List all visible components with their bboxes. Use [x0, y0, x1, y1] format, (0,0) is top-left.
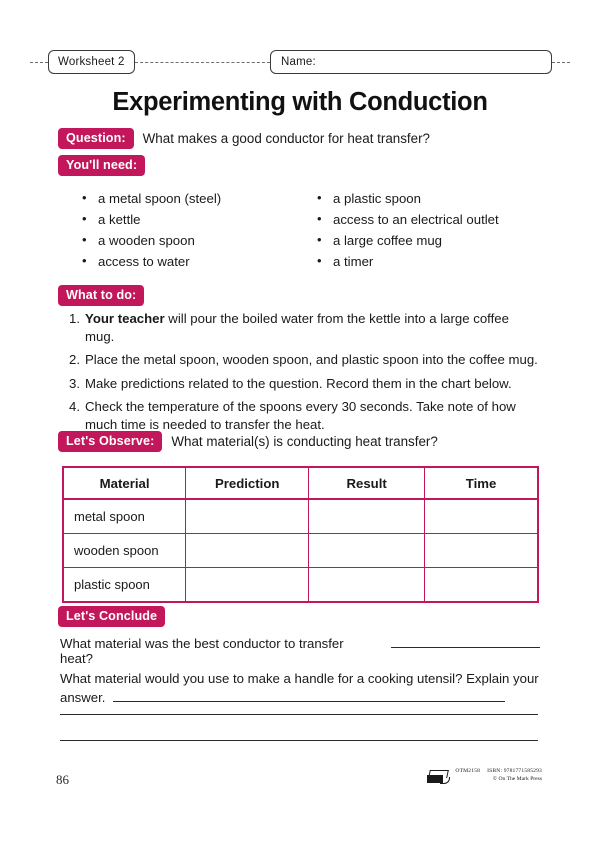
cell-time[interactable] — [425, 568, 538, 603]
product-code: OTM2158 — [455, 768, 481, 774]
list-item: • a large coffee mug — [313, 230, 548, 251]
step-text: Check the temperature of the spoons every 30 seconds. Take note of how much time is needed to transfer the heat. — [85, 399, 516, 432]
table-row — [63, 499, 538, 534]
conclude-question-2-text: What material would you use to make a handle for a cooking utensil? Explain your answer. — [60, 671, 539, 705]
observation-table — [62, 466, 539, 603]
worksheet-label: Worksheet 2 — [58, 56, 125, 68]
materials-column-left — [78, 188, 313, 272]
cell-result[interactable] — [309, 568, 425, 603]
cell-result[interactable] — [309, 499, 425, 534]
conclude-question-2 — [60, 669, 540, 707]
header-dash-right — [552, 62, 570, 63]
column-header-material: Material — [63, 467, 186, 499]
credit-line-code-isbn — [455, 768, 542, 776]
cell-time[interactable] — [425, 499, 538, 534]
what-to-do-badge: What to do: — [58, 285, 144, 306]
materials-list — [78, 188, 548, 272]
page-number: 86 — [56, 772, 69, 787]
observe-text: What material(s) is conducting heat transfer? — [171, 434, 438, 449]
question-text: What makes a good conductor for heat transfer? — [142, 131, 430, 146]
list-item: • access to an electrical outlet — [313, 209, 548, 230]
step-body: will pour the boiled water from the kettle into a large coffee mug. — [85, 311, 509, 344]
credit-text — [455, 768, 542, 783]
cell-material: metal spoon — [63, 499, 186, 534]
list-item — [63, 375, 541, 393]
name-field[interactable] — [270, 50, 552, 74]
observe-section-heading — [58, 431, 438, 452]
list-item: • a kettle — [78, 209, 313, 230]
materials-badge: You'll need: — [58, 155, 145, 176]
header-dash-middle — [135, 62, 270, 63]
name-label: Name: — [281, 56, 316, 68]
conclude-question-1 — [60, 636, 540, 666]
cell-material: plastic spoon — [63, 568, 186, 603]
question-section — [58, 128, 430, 149]
materials-list-right — [313, 188, 548, 272]
list-item: • a timer — [313, 251, 548, 272]
what-to-do-steps — [63, 310, 541, 439]
table-body — [63, 499, 538, 602]
footer-credit — [427, 768, 542, 784]
list-item — [63, 351, 541, 369]
worksheet-label-box — [48, 50, 135, 74]
list-item: • access to water — [78, 251, 313, 272]
copyright-text: © On The Mark Press — [492, 775, 542, 782]
list-item — [63, 398, 541, 433]
page-title: Experimenting with Conduction — [112, 88, 488, 116]
what-to-do-heading — [58, 285, 144, 306]
column-header-time: Time — [425, 467, 538, 499]
page-header — [30, 48, 570, 76]
list-item: • a metal spoon (steel) — [78, 188, 313, 209]
list-item: • a wooden spoon — [78, 230, 313, 251]
step-text: Make predictions related to the question. Record them in the chart below. — [85, 375, 512, 391]
step-text: Place the metal spoon, wooden spoon, and plastic spoon into the coffee mug. — [85, 352, 538, 367]
column-header-result: Result — [309, 467, 425, 499]
step-text — [85, 310, 541, 345]
conclude-section-heading — [58, 606, 165, 627]
observe-badge: Let's Observe: — [58, 431, 162, 452]
table-row — [63, 534, 538, 568]
cell-result[interactable] — [309, 534, 425, 568]
question-badge: Question: — [58, 128, 134, 149]
materials-list-left — [78, 188, 313, 272]
cell-prediction[interactable] — [186, 568, 309, 603]
column-header-prediction: Prediction — [186, 467, 309, 499]
table-head — [63, 467, 538, 499]
isbn-text: ISBN: 9781771585293 — [487, 768, 542, 774]
list-item: • a plastic spoon — [313, 188, 548, 209]
cell-material: wooden spoon — [63, 534, 186, 568]
table-row — [63, 568, 538, 603]
answer-line[interactable] — [60, 714, 538, 715]
materials-section-heading — [58, 155, 145, 176]
table-header-row — [63, 467, 538, 499]
cell-prediction[interactable] — [186, 534, 309, 568]
step-bold-lead: Your teacher — [85, 311, 165, 326]
publisher-logo-icon — [427, 770, 448, 784]
step-number: 2. — [69, 352, 80, 367]
conclude-question-1-text: What material was the best conductor to transfer heat? — [60, 636, 344, 666]
list-item — [63, 310, 541, 345]
cell-time[interactable] — [425, 534, 538, 568]
cell-prediction[interactable] — [186, 499, 309, 534]
step-number: 4. — [69, 399, 80, 414]
step-number: 1. — [69, 311, 80, 326]
header-dash-left — [30, 62, 48, 63]
answer-line[interactable] — [113, 690, 505, 702]
conclude-badge: Let's Conclude — [58, 606, 165, 627]
answer-line[interactable] — [391, 636, 540, 648]
materials-column-right — [313, 188, 548, 272]
answer-line[interactable] — [60, 740, 538, 741]
step-number: 3. — [69, 375, 80, 391]
